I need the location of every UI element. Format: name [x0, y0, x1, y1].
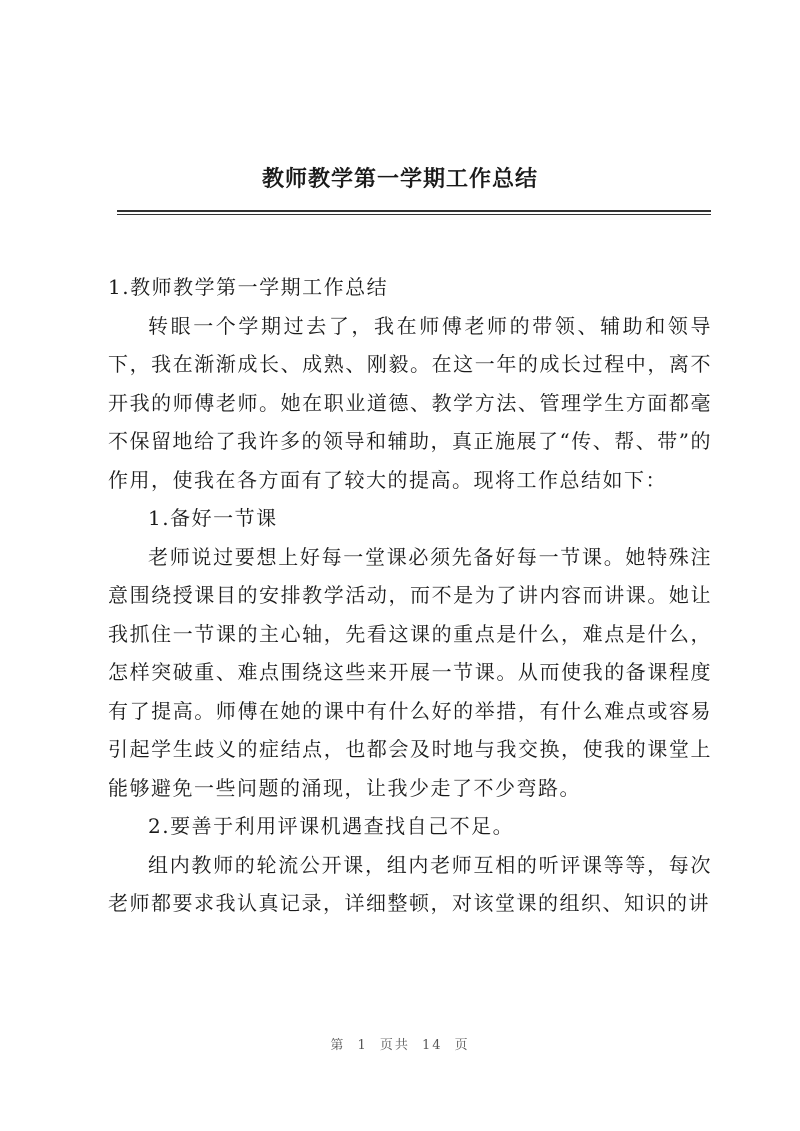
section-heading: 1.备好一节课	[148, 506, 278, 530]
title-underline	[117, 210, 711, 215]
page-number-footer: 第 1 页共 14 页	[330, 1038, 470, 1053]
document-body	[108, 268, 712, 923]
paragraph: 老师说过要想上好每一堂课必须先备好每一节课。她特殊注意围绕授课目的安排教学活动，而不是为了讲内容而讲课。她让我抓住一节课的主心轴，先看这课的重点是什么，难点是什么，怎样突破重、难点围绕这些来开展一节课。从而使我的备课程度有了提高。师傅在她的课中有什么好的举措，有什么难点或容易引起学生歧义的症结点，也都会及时地与我交换，使我的课堂上能够避免一些问题的涌现，让我少走了不少弯路。	[108, 544, 712, 800]
paragraph: 转眼一个学期过去了，我在师傅老师的带领、辅助和领导下，我在渐渐成长、成熟、刚毅。在这一年的成长过程中，离不开我的师傅老师。她在职业道德、教学方法、管理学生方面都毫不保留地给了我许多的领导和辅助，真正施展了“传、帮、带”的作用，使我在各方面有了较大的提高。现将工作总结如下：	[108, 313, 712, 492]
paragraph: 组内教师的轮流公开课，组内老师互相的听评课等等，每次老师都要求我认真记录，详细整顿，对该堂课的组织、知识的讲	[108, 852, 712, 915]
document-title: 教师教学第一学期工作总结	[261, 167, 538, 192]
section-heading: 2.要善于利用评课机遇查找自己不足。	[148, 814, 515, 838]
paragraph: 1.教师教学第一学期工作总结	[108, 275, 389, 299]
